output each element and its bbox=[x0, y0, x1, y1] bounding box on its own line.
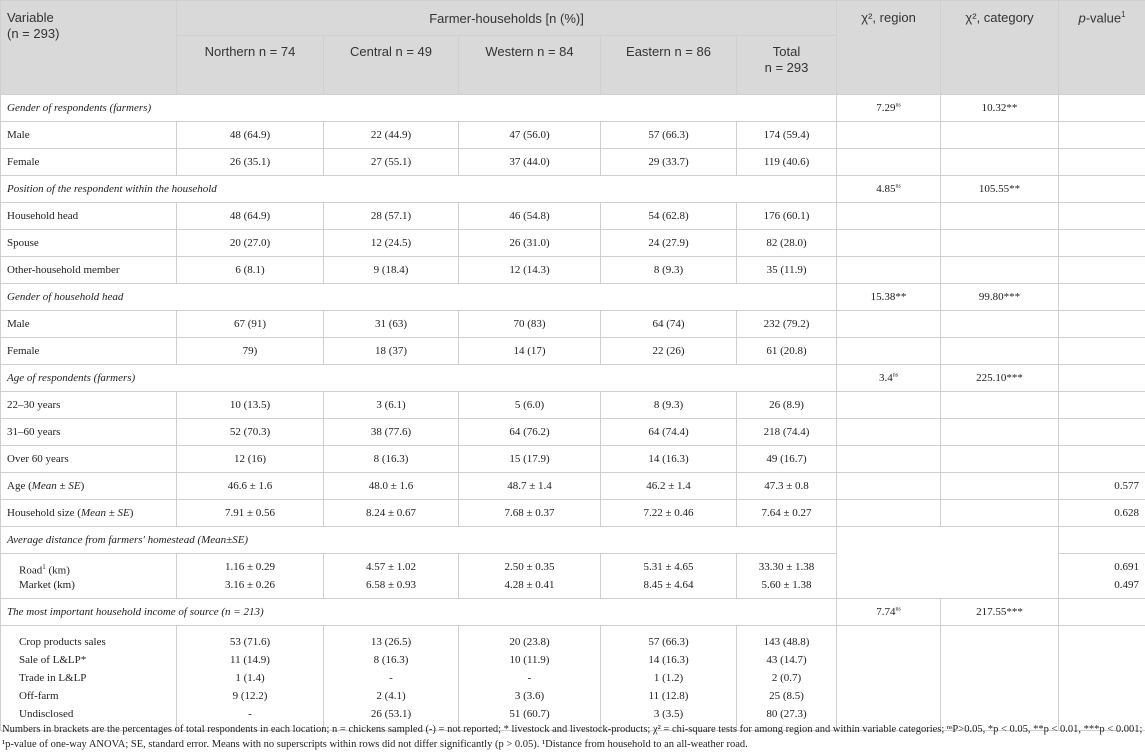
cell: 20 (27.0) bbox=[177, 230, 324, 257]
table-row bbox=[1, 311, 1145, 338]
chi-region-value: $7.74^{ns}$ bbox=[837, 599, 941, 626]
chi-region-value: $7.29^{ns}$ bbox=[837, 95, 941, 122]
cell: 49 (16.7) bbox=[737, 446, 837, 473]
table-row bbox=[1, 257, 1145, 284]
row-label: Spouse bbox=[1, 230, 177, 257]
table-row bbox=[1, 122, 1145, 149]
row-label: Male bbox=[1, 122, 177, 149]
header-total: Total n = 293 bbox=[737, 36, 837, 95]
p-value-cell: 0.577 bbox=[1059, 473, 1145, 500]
cell: 26 (8.9) bbox=[737, 392, 837, 419]
cell: 79) bbox=[177, 338, 324, 365]
cell: 218 (74.4) bbox=[737, 419, 837, 446]
cell: 12 (24.5) bbox=[324, 230, 459, 257]
section-label: Position of the respondent within the household bbox=[1, 176, 837, 203]
cell: 48 (64.9) bbox=[177, 203, 324, 230]
chi-category-value: 105.55** bbox=[941, 176, 1059, 203]
cell: 12 (16) bbox=[177, 446, 324, 473]
cell: 52 (70.3) bbox=[177, 419, 324, 446]
header-northern: Northern n = 74 bbox=[177, 36, 324, 95]
cell: 54 (62.8) bbox=[601, 203, 737, 230]
chi-category-value: 217.55*** bbox=[941, 599, 1059, 626]
cell: 46.6 ± 1.6 bbox=[177, 473, 324, 500]
chi-category-value: 99.80*** bbox=[941, 284, 1059, 311]
row-label: Other-household member bbox=[1, 257, 177, 284]
row-label: 31–60 years bbox=[1, 419, 177, 446]
table-row bbox=[1, 149, 1145, 176]
row-label: Age (Mean ± SE) bbox=[1, 473, 177, 500]
cell: 64 (74) bbox=[601, 311, 737, 338]
cell: 46 (54.8) bbox=[459, 203, 601, 230]
row-label: 22–30 years bbox=[1, 392, 177, 419]
header-chi-region: χ², region bbox=[837, 1, 941, 95]
row-label: Female bbox=[1, 149, 177, 176]
cell: 6 (8.1) bbox=[177, 257, 324, 284]
section-row bbox=[1, 176, 1145, 203]
section-label: Average distance from farmers' homestead (Mean±SE) bbox=[1, 527, 837, 554]
chi-region-value: 15.38** bbox=[837, 284, 941, 311]
cell: 22 (26) bbox=[601, 338, 737, 365]
cell: 12 (14.3) bbox=[459, 257, 601, 284]
row-label: Household size (Mean ± SE) bbox=[1, 500, 177, 527]
cell: 46.2 ± 1.4 bbox=[601, 473, 737, 500]
row-label: Male bbox=[1, 311, 177, 338]
table-row bbox=[1, 446, 1145, 473]
cell: 8 (9.3) bbox=[601, 257, 737, 284]
cell: 26 (35.1) bbox=[177, 149, 324, 176]
cell: 7.64 ± 0.27 bbox=[737, 500, 837, 527]
row-label: Road$^1$ (km) Market (km) bbox=[1, 554, 177, 599]
cell: 33.30 ± 1.38 5.60 ± 1.38 bbox=[737, 554, 837, 599]
header-eastern: Eastern n = 86 bbox=[601, 36, 737, 95]
cell: 13 (26.5) 8 (16.3) - 2 (4.1) 26 (53.1) bbox=[324, 626, 459, 731]
cell: 232 (79.2) bbox=[737, 311, 837, 338]
header-p-value: p-value$^1$ bbox=[1059, 1, 1145, 95]
cell: 9 (18.4) bbox=[324, 257, 459, 284]
table-row bbox=[1, 203, 1145, 230]
cell: 8 (16.3) bbox=[324, 446, 459, 473]
section-row bbox=[1, 284, 1145, 311]
header-farmer-households: Farmer-households [n (%)] bbox=[177, 1, 837, 36]
table-row bbox=[1, 338, 1145, 365]
cell: 48 (64.9) bbox=[177, 122, 324, 149]
cell: 7.22 ± 0.46 bbox=[601, 500, 737, 527]
p-value-cell: 0.628 bbox=[1059, 500, 1145, 527]
cell: 15 (17.9) bbox=[459, 446, 601, 473]
cell: 5.31 ± 4.65 8.45 ± 4.64 bbox=[601, 554, 737, 599]
cell: 37 (44.0) bbox=[459, 149, 601, 176]
row-label: Household head bbox=[1, 203, 177, 230]
footnote-line: ¹p-value of one-way ANOVA; SE, standard error. Means with no superscripts within rows did not differ significantly (p > 0.05). ¹Distance from household to an all-weather road. bbox=[2, 737, 1143, 752]
chi-region-value: $3.4^{ns}$ bbox=[837, 365, 941, 392]
cell: 2.50 ± 0.35 4.28 ± 0.41 bbox=[459, 554, 601, 599]
table-row bbox=[1, 419, 1145, 446]
cell: 18 (37) bbox=[324, 338, 459, 365]
cell: 24 (27.9) bbox=[601, 230, 737, 257]
cell: 119 (40.6) bbox=[737, 149, 837, 176]
cell: 70 (83) bbox=[459, 311, 601, 338]
table-row bbox=[1, 392, 1145, 419]
cell: 7.91 ± 0.56 bbox=[177, 500, 324, 527]
chi-category-value: 225.10*** bbox=[941, 365, 1059, 392]
cell: 174 (59.4) bbox=[737, 122, 837, 149]
header-chi-category: χ², category bbox=[941, 1, 1059, 95]
section-label: Gender of household head bbox=[1, 284, 837, 311]
table-row bbox=[1, 473, 1145, 500]
table-row bbox=[1, 626, 1145, 731]
section-label: Gender of respondents (farmers) bbox=[1, 95, 837, 122]
cell: 22 (44.9) bbox=[324, 122, 459, 149]
header-western: Western n = 84 bbox=[459, 36, 601, 95]
cell: 31 (63) bbox=[324, 311, 459, 338]
cell: 176 (60.1) bbox=[737, 203, 837, 230]
table-footnote bbox=[0, 722, 1145, 752]
cell: 47 (56.0) bbox=[459, 122, 601, 149]
cell: 4.57 ± 1.02 6.58 ± 0.93 bbox=[324, 554, 459, 599]
cell: 143 (48.8) 43 (14.7) 2 (0.7) 25 (8.5) 80 (27.3) bbox=[737, 626, 837, 731]
section-label: The most important household income of source (n = 213) bbox=[1, 599, 837, 626]
cell: 7.68 ± 0.37 bbox=[459, 500, 601, 527]
cell: 67 (91) bbox=[177, 311, 324, 338]
cell: 10 (13.5) bbox=[177, 392, 324, 419]
cell: 47.3 ± 0.8 bbox=[737, 473, 837, 500]
cell: 26 (31.0) bbox=[459, 230, 601, 257]
cell: 64 (76.2) bbox=[459, 419, 601, 446]
cell: 14 (16.3) bbox=[601, 446, 737, 473]
chi-region-value: $4.85^{ns}$ bbox=[837, 176, 941, 203]
cell: 38 (77.6) bbox=[324, 419, 459, 446]
cell: 29 (33.7) bbox=[601, 149, 737, 176]
row-label: Crop products sales Sale of L&LP* Trade in L&LP Off-farm Undisclosed bbox=[1, 626, 177, 731]
cell: 64 (74.4) bbox=[601, 419, 737, 446]
cell: 53 (71.6) 11 (14.9) 1 (1.4) 9 (12.2) - bbox=[177, 626, 324, 731]
cell: 57 (66.3) 14 (16.3) 1 (1.2) 11 (12.8) 3 (3.5) bbox=[601, 626, 737, 731]
table-row bbox=[1, 500, 1145, 527]
section-label: Age of respondents (farmers) bbox=[1, 365, 837, 392]
row-label: Female bbox=[1, 338, 177, 365]
cell: 5 (6.0) bbox=[459, 392, 601, 419]
cell: 8.24 ± 0.67 bbox=[324, 500, 459, 527]
table-row bbox=[1, 230, 1145, 257]
cell: 3 (6.1) bbox=[324, 392, 459, 419]
chi-category-value: 10.32** bbox=[941, 95, 1059, 122]
cell: 35 (11.9) bbox=[737, 257, 837, 284]
cell: 48.7 ± 1.4 bbox=[459, 473, 601, 500]
cell: 27 (55.1) bbox=[324, 149, 459, 176]
section-row bbox=[1, 527, 1145, 554]
cell: 28 (57.1) bbox=[324, 203, 459, 230]
section-row bbox=[1, 95, 1145, 122]
cell: 1.16 ± 0.29 3.16 ± 0.26 bbox=[177, 554, 324, 599]
header-variable: Variable (n = 293) bbox=[1, 1, 177, 95]
cell: 14 (17) bbox=[459, 338, 601, 365]
row-label: Over 60 years bbox=[1, 446, 177, 473]
header-central: Central n = 49 bbox=[324, 36, 459, 95]
cell: 82 (28.0) bbox=[737, 230, 837, 257]
cell: 8 (9.3) bbox=[601, 392, 737, 419]
footnote-line: Numbers in brackets are the percentages of total respondents in each location; n = chickens sampled (-) = not reported; * livestock and livestock-products; χ² = chi-square tests for among region and within variable categories; ⁿˢP>0.05, *p < 0.05, **p < 0.01, ***p < 0.001; bbox=[2, 722, 1143, 737]
cell: 61 (20.8) bbox=[737, 338, 837, 365]
cell: 57 (66.3) bbox=[601, 122, 737, 149]
p-value-cell: 0.691 0.497 bbox=[1059, 554, 1145, 599]
cell: 20 (23.8) 10 (11.9) - 3 (3.6) 51 (60.7) bbox=[459, 626, 601, 731]
section-row bbox=[1, 599, 1145, 626]
section-row bbox=[1, 365, 1145, 392]
cell: 48.0 ± 1.6 bbox=[324, 473, 459, 500]
